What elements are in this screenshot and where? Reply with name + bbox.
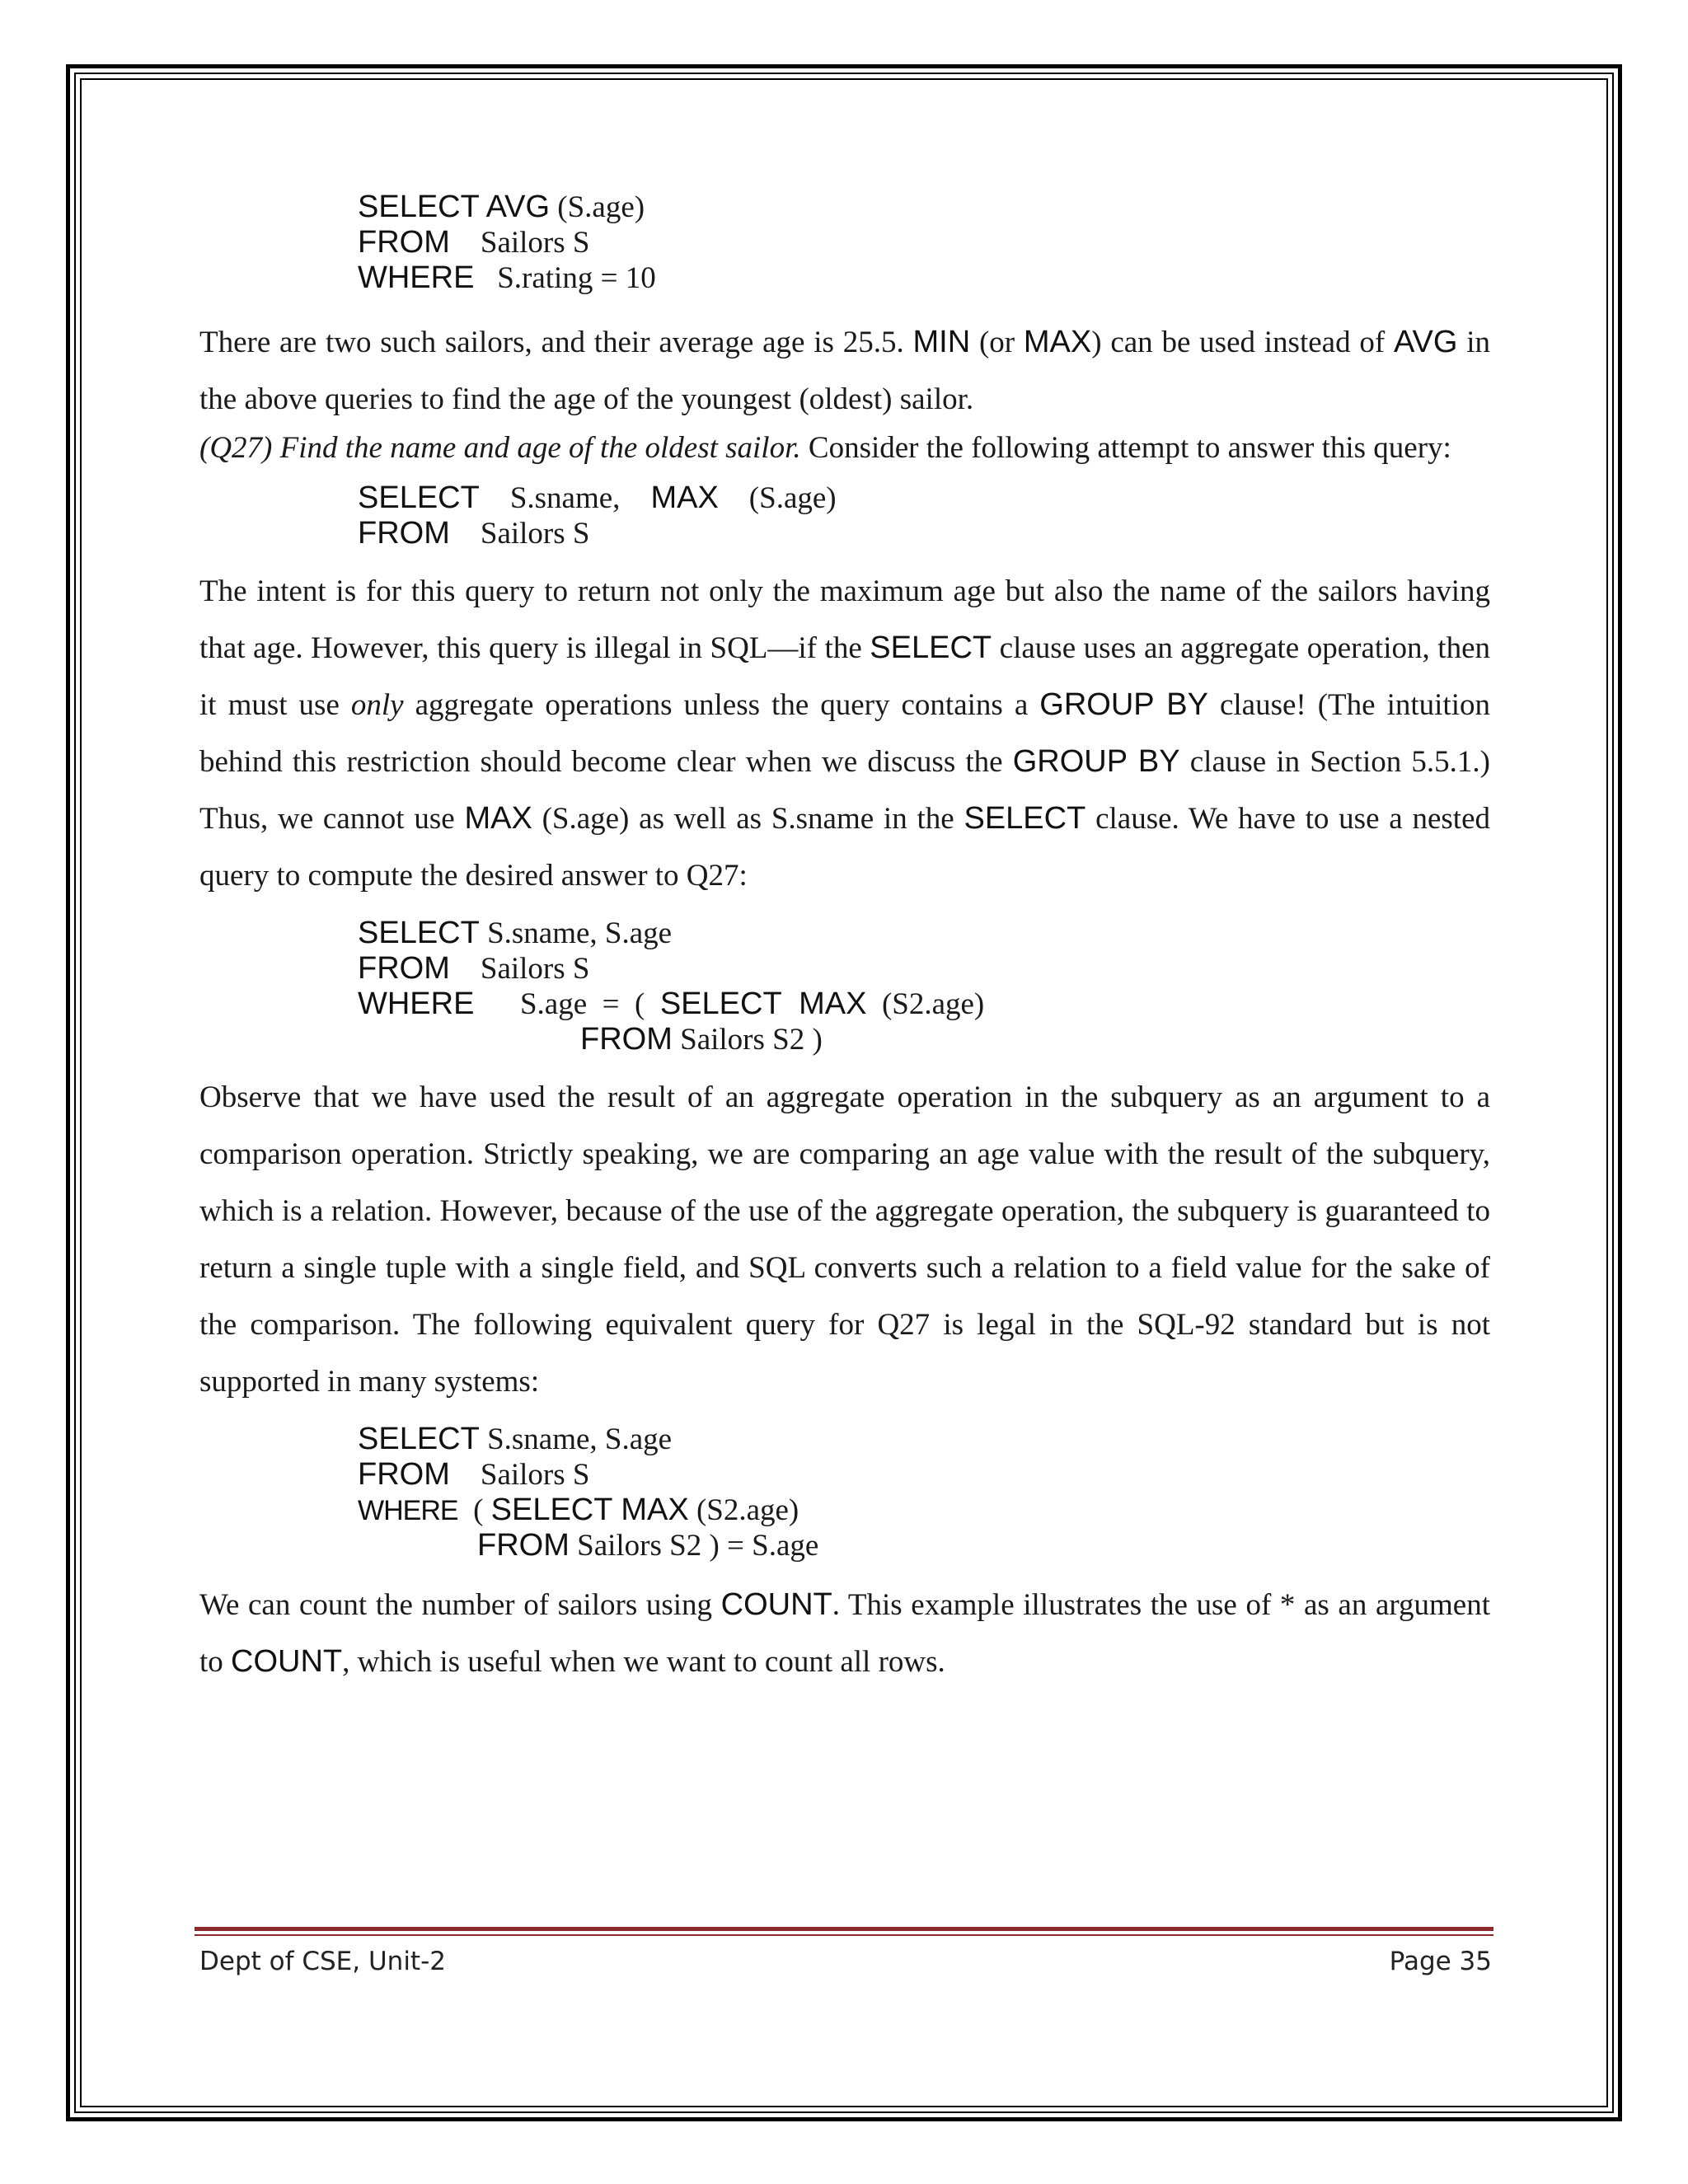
footer-rule-thick (195, 1927, 1493, 1931)
text: clause. We have to use a nested query to compute the desired answer to Q27: (199, 802, 1490, 893)
footer-rule-thin (195, 1934, 1493, 1936)
query-title: (Q27) Find the name and age of the oldest sailor. (199, 431, 801, 465)
code-block-attempt (358, 480, 1490, 551)
code-line (358, 190, 1490, 225)
sql-keyword: MAX (464, 801, 532, 836)
sql-keyword: MAX (650, 480, 719, 515)
sql-keyword: SELECT (358, 1422, 480, 1456)
sql-keyword: SELECT (358, 480, 480, 515)
sql-text: Sailors S (449, 952, 590, 986)
text: (or (970, 326, 1024, 359)
sql-keyword: WHERE (358, 987, 475, 1021)
code-line (358, 1422, 1490, 1457)
sql-keyword: SELECT MAX (659, 987, 867, 1021)
sql-keyword: GROUP BY (1039, 687, 1208, 722)
code-line (580, 1022, 1490, 1057)
emphasis: only (350, 688, 404, 722)
sql-keyword: FROM (358, 225, 450, 260)
code-line (358, 1493, 1490, 1528)
paragraph-avg-result (199, 314, 1490, 428)
sql-keyword: GROUP BY (1012, 744, 1180, 779)
code-line (358, 516, 1490, 551)
sql-text: S.sname, S.age (479, 1422, 673, 1456)
code-block-nested-query (358, 916, 1490, 1057)
text: ) can be used instead of (1091, 326, 1394, 359)
sql-keyword: MAX (1023, 325, 1092, 359)
text: clause in Section 5.5.1.) Thus, we cannot use (199, 745, 1490, 836)
sql-keyword: FROM (358, 1457, 450, 1492)
code-line (358, 480, 1490, 516)
sql-keyword: SELECT (964, 801, 1086, 836)
sql-keyword: COUNT (231, 1644, 343, 1679)
code-line (358, 951, 1490, 987)
code-line (358, 1457, 1490, 1493)
paragraph-q27 (199, 431, 1490, 466)
code-block-avg (358, 190, 1490, 296)
sql-keyword: WHERE (358, 1495, 458, 1526)
sql-keyword: AVG (1393, 325, 1458, 359)
footer-page-number: Page 35 (1389, 1947, 1492, 1976)
paragraph-observe: Observe that we have used the result of an aggregate operation in the subquery as an argument to a comparison operation. Strictly speaking, we are comparing an age value with the result of the subquery, which is a relation. However, because of the use of the aggregate operation, the subquery is guaranteed to return a single tuple with a single field, and SQL converts such a relation to a field value for the sake of the comparison. The following equivalent query for Q27 is legal in the SQL-92 standard but is not supported in many systems: (199, 1080, 1490, 1399)
text: . This example illustrates the use of * as an argument to (199, 1588, 1490, 1679)
sql-text: S.sname, (479, 481, 651, 515)
sql-text: Sailors S (449, 226, 590, 260)
sql-text: Sailors S2 ) (672, 1023, 823, 1057)
text: There are two such sailors, and their average age is 25.5. (199, 326, 913, 359)
page-content (199, 190, 1490, 1690)
sql-text: (S2.age) (688, 1493, 799, 1527)
text: in the above queries to find the age of the youngest (oldest) sailor. (199, 326, 1490, 416)
sql-text: (S.age) (718, 481, 837, 515)
sql-keyword: FROM (358, 516, 450, 551)
sql-text: Sailors S (449, 1458, 590, 1492)
sql-keyword: FROM (580, 1022, 673, 1057)
text: Consider the following attempt to answer this query: (800, 431, 1451, 465)
text: , which is useful when we want to count all rows. (342, 1645, 945, 1679)
sql-text: Sailors S (449, 517, 590, 551)
text: aggregate operations unless the query contains a (403, 688, 1040, 722)
sql-keyword: MIN (912, 325, 971, 359)
sql-text: (S.age) (550, 190, 645, 224)
code-line (477, 1528, 1490, 1563)
sql-keyword: FROM (358, 951, 450, 986)
code-line (358, 225, 1490, 260)
code-line (358, 260, 1490, 296)
code-line (358, 987, 1490, 1022)
text: The intent is for this query to return not only the maximum age but also the name of the sailors having that age. However, this query is illegal in SQL—if the (199, 574, 1490, 665)
text: (S.age) as well as S.sname in the (532, 802, 964, 836)
sql-text: ( (457, 1493, 491, 1527)
sql-keyword: WHERE (358, 260, 475, 295)
sql-text: S.sname, S.age (479, 916, 673, 950)
sql-keyword: COUNT (720, 1587, 832, 1622)
paragraph-count (199, 1577, 1490, 1690)
sql-keyword: SELECT (870, 630, 992, 665)
sql-keyword: SELECT (358, 916, 480, 950)
sql-text: (S2.age) (866, 987, 985, 1021)
sql-text: S.age = ( (474, 987, 660, 1021)
code-block-sql92-query (358, 1422, 1490, 1563)
sql-keyword: SELECT MAX (490, 1493, 689, 1527)
sql-text: Sailors S2 ) = S.age (569, 1529, 819, 1563)
text: We can count the number of sailors using (199, 1588, 721, 1622)
text: clause uses an aggregate operation, then it must use (199, 631, 1490, 722)
code-line (358, 916, 1490, 951)
footer-department: Dept of CSE, Unit-2 (199, 1947, 446, 1976)
text: clause! (The intuition behind this restriction should become clear when we discuss the (199, 688, 1490, 779)
sql-text: S.rating = 10 (474, 261, 656, 295)
sql-keyword: FROM (477, 1528, 570, 1563)
sql-keyword: SELECT AVG (358, 190, 551, 224)
paragraph-illegal-query (199, 563, 1490, 904)
